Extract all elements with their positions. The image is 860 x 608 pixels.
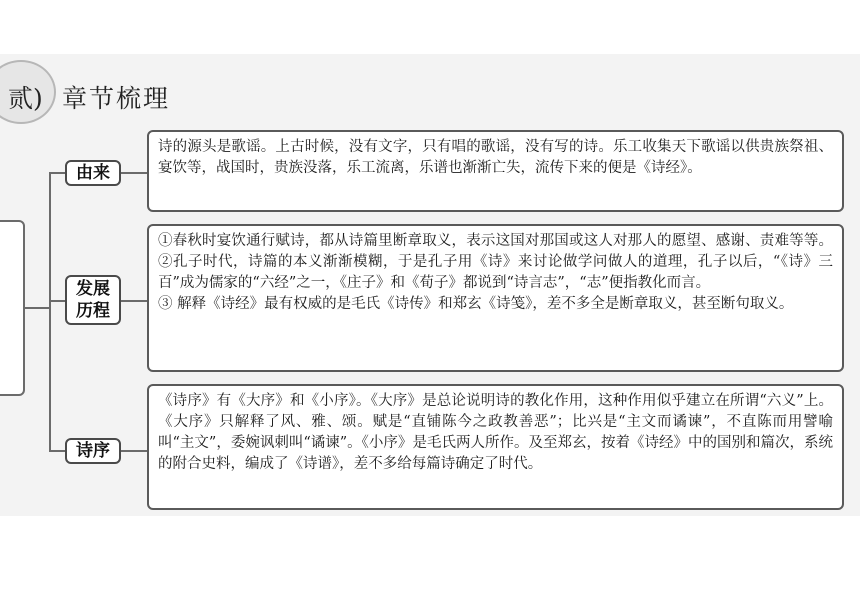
branch-development-label-line2: 历程 <box>76 301 110 321</box>
branch-preface-label: 诗序 <box>76 441 110 461</box>
desc-connector-origin <box>121 172 147 174</box>
branch-development <box>65 275 121 325</box>
desc-development-text-1: ①春秋时宴饮通行赋诗，都从诗篇里断章取义，表示这国对那国或这人对那人的愿望、感谢、责难等等。②孔子时代，诗篇的本义渐渐模糊，于是孔子用《诗》来讨论做学问做人的道理，孔子以后，“《诗》三百”成为儒家的“六经”之一，《庄子》和《荀子》都说到“诗言志”，“志”便指教化而言。 <box>158 233 833 291</box>
branch-connector-development <box>49 300 65 302</box>
desc-development-text-2: ③ 解释《诗经》最有权威的是毛氏《诗传》和郑玄《诗笺》，差不多全是断章取义，甚至断句取义。 <box>158 296 794 312</box>
root-connector <box>25 307 50 309</box>
desc-origin-text: 诗的源头是歌谣。上古时候，没有文字，只有唱的歌谣，没有写的诗。乐工收集天下歌谣以供贵族祭祖、宴饮等，战国时，贵族没落，乐工流离，乐谱也渐渐亡失，流传下来的便是《诗经》。 <box>158 139 833 176</box>
desc-preface <box>147 384 844 510</box>
desc-connector-preface <box>121 450 147 452</box>
trunk-connector <box>49 172 51 451</box>
desc-origin <box>147 130 844 212</box>
desc-preface-text: 《诗序》有《大序》和《小序》。《大序》是总论说明诗的教化作用，这种作用似乎建立在所谓“六义”上。《大序》只解释了风、雅、颂。赋是“直铺陈今之政教善恶”；比兴是“主文而谲谏”，不直陈而用譬喻叫“主文”，委婉讽刺叫“谲谏”。《小序》是毛氏两人所作。及至郑玄，按着《诗经》中的国别和篇次，系统的附合史料，编成了《诗谱》，差不多给每篇诗确定了时代。 <box>158 393 833 472</box>
section-title: 章节梳理 <box>62 84 171 113</box>
branch-connector-preface <box>49 450 65 452</box>
branch-development-label-line1: 发展 <box>76 279 110 299</box>
branch-origin-label: 由来 <box>76 163 110 183</box>
section-number: 贰) <box>8 84 43 113</box>
branch-preface <box>65 438 121 464</box>
desc-development <box>147 224 844 372</box>
branch-connector-origin <box>49 172 65 174</box>
desc-connector-development <box>121 300 147 302</box>
branch-origin <box>65 160 121 186</box>
mindmap-root-node <box>0 220 25 396</box>
